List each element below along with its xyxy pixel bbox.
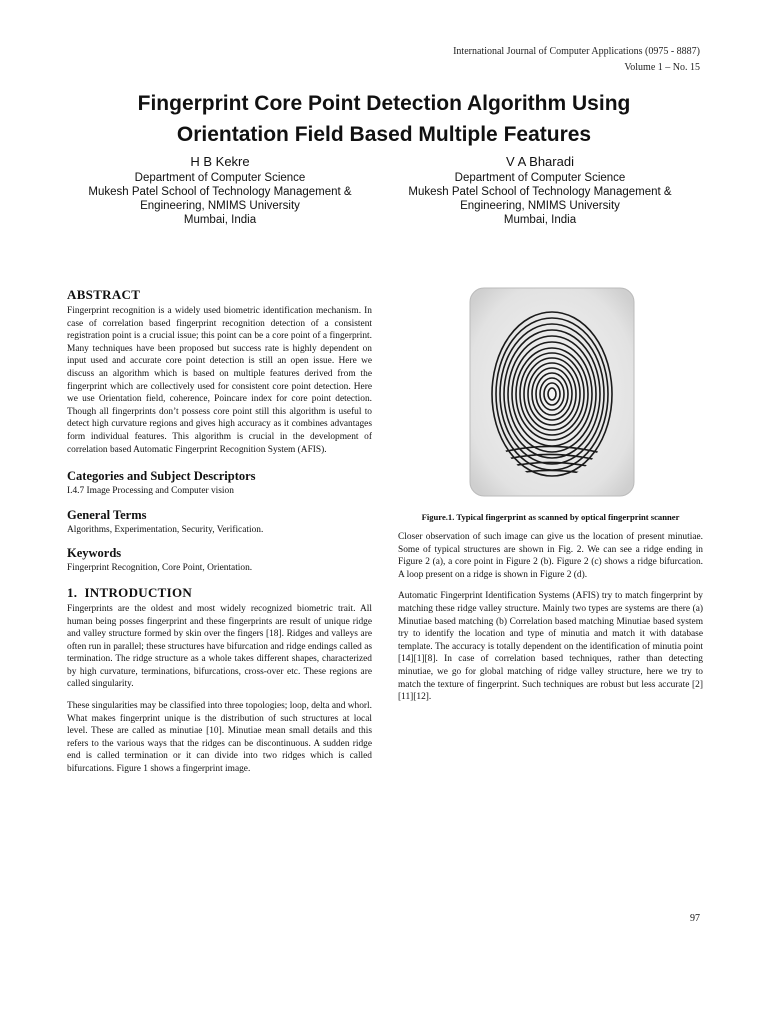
author-school: Mukesh Patel School of Technology Management & <box>88 186 352 198</box>
author-city: Mumbai, India <box>183 214 257 226</box>
general-terms-text: Algorithms, Experimentation, Security, Verification. <box>67 524 264 535</box>
author-name: H B Kekre <box>190 154 250 169</box>
author-block-1 <box>60 154 380 227</box>
categories-section <box>67 468 372 498</box>
figure-1 <box>398 286 703 500</box>
right-paragraph-1: Closer observation of such image can give us the location of present minutiae. Some of typical structures are shown in Fig. 2. We can see a ridge ending in Figure 2 (a), a core point in Figure 2 (b). Figure 2 (c) shows a ridge bifurcation. A loop present on a ridge is shown in Figure 2 (d). <box>398 532 703 580</box>
abstract-section <box>67 286 372 456</box>
categories-text: I.4.7 Image Processing and Computer vision <box>67 486 234 497</box>
author-block-2 <box>380 154 700 227</box>
author-name: V A Bharadi <box>506 154 574 169</box>
author-department: Department of Computer Science <box>134 172 306 184</box>
journal-header <box>453 44 700 76</box>
author-city: Mumbai, India <box>503 214 577 226</box>
categories-heading: Categories and Subject Descriptors <box>67 469 256 484</box>
figure-1-caption: Figure.1. Typical fingerprint as scanned by optical fingerprint scanner <box>421 512 680 522</box>
right-paragraph-2: Automatic Fingerprint Identification Systems (AFIS) try to match fingerprint by matching these ridge valley structure. Mainly two types are systems are there (a) Minutiae based matching (b) Correlation based matching Minutiae based system try to identify the location and type of minutia and match it with database template. The accuracy is totally dependent on the identification of minutia point [14][1][8]. In case of correlation based techniques, rather than detecting minutiae, we go for global matching of ridge valley structure, here we try to match the texture of fingerprint. Such techniques are robust but less accurate [2][11][12]. <box>398 591 703 703</box>
journal-volume: Volume 1 – No. 15 <box>624 62 700 73</box>
introduction-paragraph-1: Fingerprints are the oldest and most widely recognized biometric trait. All human being posses fingerprint and these fingerprints are result of unique ridge and valley structure formed by skin over the fingers [18]. Ridges and valleys are often run in parallel; these structures have bifurcation and ridge endings called as termination. The ridge structure as a whole takes different shapes, characterized by high curvature, terminations, bifurcations, cross-over etc. These regions are called singularity. <box>67 603 372 690</box>
right-column <box>398 286 703 713</box>
author-university: Engineering, NMIMS University <box>460 200 620 212</box>
introduction-paragraph-2: These singularities may be classified into three topologies; loop, delta and whorl. What makes fingerprint unique is the distribution of such structures at local level. These are called as minutiae [10]. Minutiae mean small details and this refers to the various ways that the ridges can be discontinuous. A sudden ridge end is called termination or it can divide into two ridges which is called bifurcations. Figure 1 shows a fingerprint image. <box>67 701 372 775</box>
author-university: Engineering, NMIMS University <box>140 200 300 212</box>
left-column <box>67 286 372 785</box>
abstract-text: Fingerprint recognition is a widely used biometric identification mechanism. In case of correlation based fingerprint recognition detection of a consistent registration point is a crucial issue; this point can be a core point of a fingerprint. Many techniques have been proposed but success rate is highly dependent on input used and accurate core point detection is still an open issue. Here we discuss an algorithm which is based on multiple features derived from the fingerprint which are collectively used for consistent core point detection. Here we use Orientation field, coherence, Poincare index for core point detection. Though all fingerprints don’t possess core point still this algorithm is useful to detect high curvature regions and gives high accuracy as it combines advantages form individual features. This algorithm is crucial in the development of correlation based Automatic Fingerprint Recognition System (AFIS). <box>67 306 372 455</box>
keywords-text: Fingerprint Recognition, Core Point, Orientation. <box>67 563 253 574</box>
paper-title-line-2: Orientation Field Based Multiple Features <box>176 123 592 146</box>
abstract-heading: ABSTRACT <box>67 287 141 302</box>
introduction-heading: 1. INTRODUCTION <box>67 584 193 600</box>
author-department: Department of Computer Science <box>454 172 626 184</box>
journal-name: International Journal of Computer Applications (0975 - 8887) <box>453 46 700 57</box>
fingerprint-image <box>468 286 636 498</box>
paper-title-line-1: Fingerprint Core Point Detection Algorithm Using <box>137 92 631 115</box>
author-school: Mukesh Patel School of Technology Management & <box>408 186 672 198</box>
general-terms-heading: General Terms <box>67 507 147 522</box>
keywords-heading: Keywords <box>67 546 122 561</box>
introduction-section <box>67 584 372 776</box>
paper-title <box>60 88 708 150</box>
page-number: 97 <box>690 913 700 924</box>
general-terms-section <box>67 507 372 537</box>
keywords-section <box>67 545 372 575</box>
